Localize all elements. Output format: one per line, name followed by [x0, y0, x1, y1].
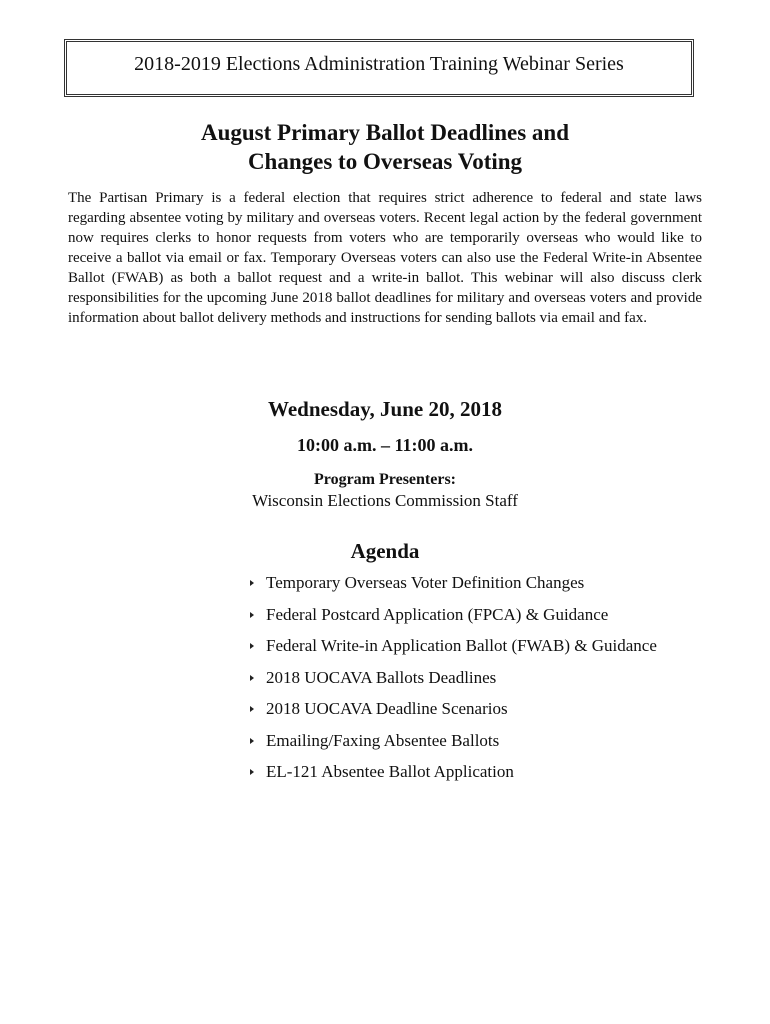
- page-title-line-1: August Primary Ballot Deadlines and: [200, 120, 570, 145]
- agenda-item: [250, 761, 657, 793]
- agenda-item: [250, 604, 657, 636]
- triangle-bullet-icon: [250, 738, 254, 744]
- agenda-list: [250, 572, 657, 793]
- triangle-bullet-icon: [250, 580, 254, 586]
- agenda-item: [250, 635, 657, 667]
- presenters-label: Program Presenters:: [313, 471, 456, 488]
- agenda-item: [250, 572, 657, 604]
- agenda-item: [250, 730, 657, 762]
- triangle-bullet-icon: [250, 612, 254, 618]
- agenda-item: [250, 698, 657, 730]
- agenda-item-text: 2018 UOCAVA Ballots Deadlines: [266, 667, 497, 687]
- event-date: Wednesday, June 20, 2018: [268, 397, 502, 421]
- event-time: 10:00 a.m. – 11:00 a.m.: [297, 435, 473, 455]
- intro-paragraph: The Partisan Primary is a federal election that requires strict adherence to federal and state laws regarding absentee voting by military and overseas voters. Recent legal action by the federal government now requires clerks to honor requests from voters who are temporarily overseas who would like to receive a ballot via email or fax. Temporary Overseas voters can also use the Federal Write-in Absentee Ballot (FWAB) as both a ballot request and a write-in ballot. This webinar will also discuss clerk responsibilities for the upcoming June 2018 ballot deadlines for military and overseas voters and provide information about ballot delivery methods and instructions for sending ballots via email and fax.: [68, 190, 702, 326]
- agenda-item-text: Federal Write-in Application Ballot (FWAB) & Guidance: [266, 636, 657, 655]
- triangle-bullet-icon: [250, 675, 254, 681]
- agenda-item-text: Temporary Overseas Voter Definition Changes: [266, 573, 585, 592]
- agenda-item-text: Emailing/Faxing Absentee Ballots: [266, 730, 500, 750]
- agenda-item: [250, 667, 657, 699]
- triangle-bullet-icon: [250, 706, 254, 712]
- agenda-item-text: 2018 UOCAVA Deadline Scenarios: [266, 699, 508, 718]
- agenda-item-text: Federal Postcard Application (FPCA) & Guidance: [266, 604, 609, 624]
- series-title: 2018-2019 Elections Administration Training Webinar Series: [134, 53, 624, 75]
- series-header-box: [64, 39, 694, 97]
- page-title-line-2: Changes to Overseas Voting: [247, 149, 523, 174]
- agenda-heading: Agenda: [350, 539, 420, 563]
- agenda-item-text: EL-121 Absentee Ballot Application: [266, 762, 514, 781]
- triangle-bullet-icon: [250, 643, 254, 649]
- presenters-name: Wisconsin Elections Commission Staff: [252, 491, 518, 510]
- triangle-bullet-icon: [250, 769, 254, 775]
